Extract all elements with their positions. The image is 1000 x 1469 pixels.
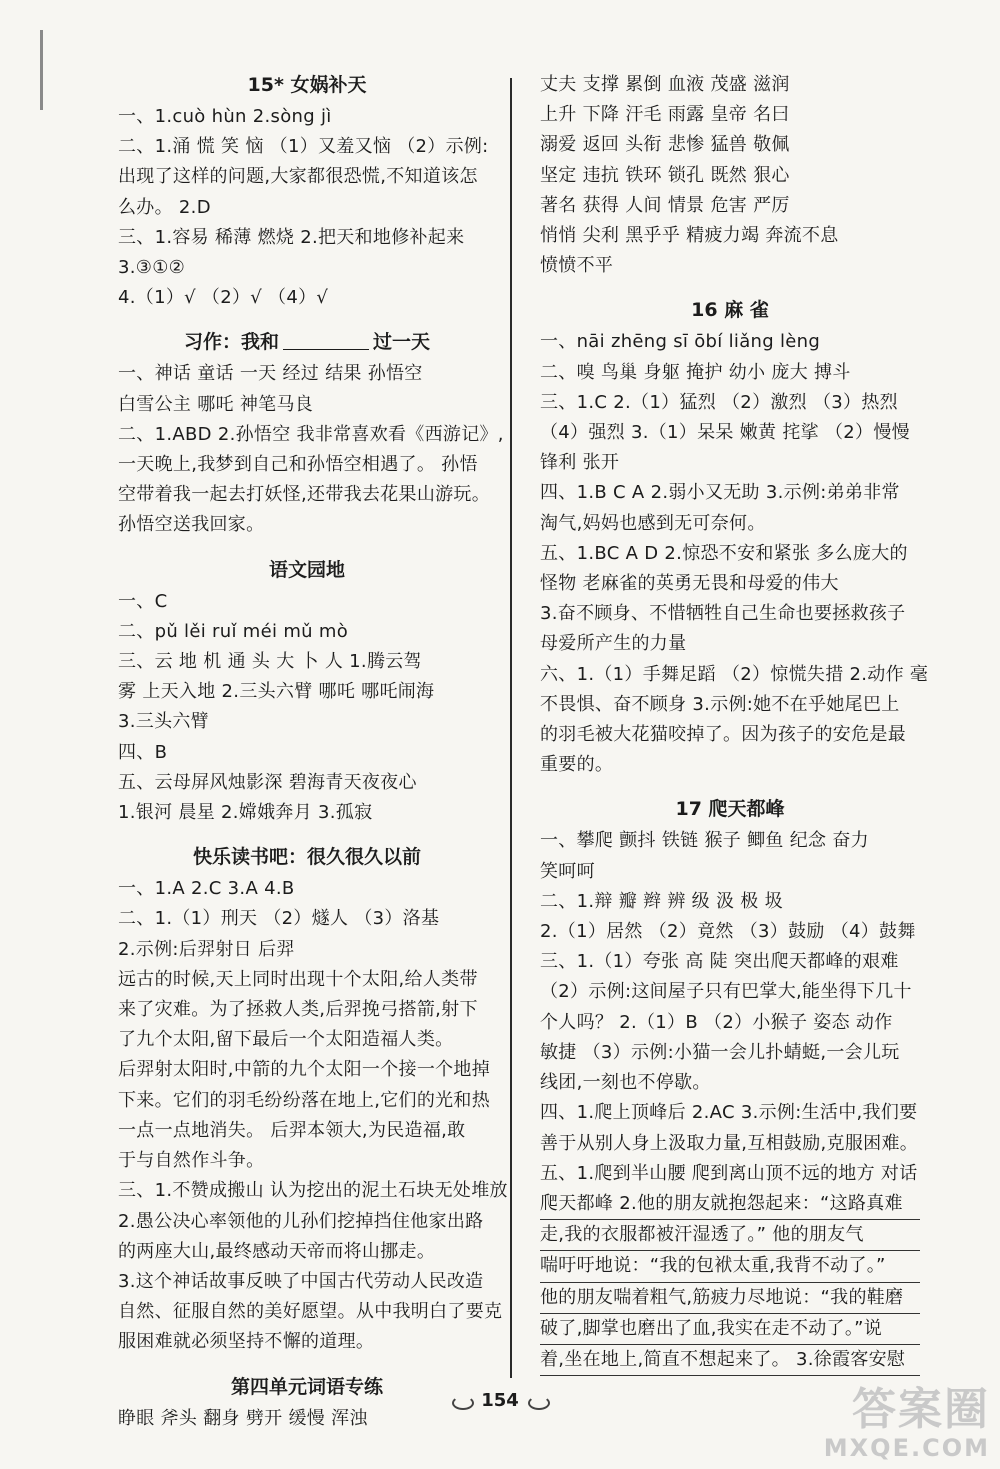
answer-line: 3.③①②	[118, 257, 186, 279]
answer-line: 四、1.B C A 2.弱小又无助 3.示例:弟弟非常	[540, 482, 900, 504]
answer-line: 1.银河 晨星 2.嫦娥奔月 3.孤寂	[118, 802, 373, 824]
answer-line: （4）强烈 3.（1）呆呆 嫩黄 挓挲 （2）慢慢	[540, 422, 910, 444]
answer-line: 个人吗？ 2.（1）B （2）小猴子 姿态 动作	[540, 1011, 893, 1033]
answer-line: 坚定 违抗 铁环 锁孔 既然 狠心	[540, 164, 790, 186]
answer-line: 敏捷 （3）示例:小猫一会儿扑蜻蜓,一会儿玩	[540, 1041, 900, 1063]
section-title: 快乐读书吧：很久很久以前	[192, 846, 421, 869]
answer-line: 怪物 老麻雀的英勇无畏和母爱的伟大	[540, 573, 839, 595]
answer-line: 三、1.不赞成搬山 认为挖出的泥土石块无处堆放	[118, 1180, 508, 1202]
answer-line: 二、1.涌 慌 笑 恼 （1）又羞又恼 （2）示例:	[118, 136, 489, 158]
answer-line: 一、1.A 2.C 3.A 4.B	[118, 878, 295, 900]
fill-in-blank	[283, 333, 369, 350]
answer-line: 善于从别人身上汲取力量,互相鼓励,克服困难。	[540, 1132, 919, 1154]
answer-line: 了九个太阳,留下最后一个太阳造福人类。	[118, 1029, 454, 1051]
answer-line: 着,坐在地上,简直不想起来了。 3.徐霞客安慰	[540, 1345, 920, 1376]
answer-line: 一、攀爬 颤抖 铁链 猴子 鲫鱼 纪念 奋力	[540, 830, 869, 852]
answer-line: 4.（1）√ （2）√ （4）√	[118, 287, 329, 309]
answer-line: 自然、征服自然的美好愿望。从中我明白了要克	[118, 1301, 503, 1323]
answer-line: 来了灾难。为了拯救人类,后羿挽弓搭箭,射下	[118, 999, 478, 1021]
answer-line: 2.（1）居然 （2）竟然 （3）鼓励 （4）鼓舞	[540, 921, 916, 943]
answer-line: 重要的。	[540, 754, 614, 776]
watermark-url: MXQE.COM	[823, 1434, 990, 1462]
answer-line: 走,我的衣服都被汗湿透了。” 他的朋友气	[540, 1220, 920, 1251]
answer-line: 空带着我一起去打妖怪,还带我去花果山游玩。	[118, 484, 491, 506]
column-divider	[510, 78, 512, 1378]
answer-line: 后羿射太阳时,中箭的九个太阳一个接一个地掉	[118, 1059, 491, 1081]
answer-line: 么办。 2.D	[118, 196, 211, 218]
right-column	[540, 70, 929, 1376]
answer-line: 悄悄 尖利 黑乎乎 精疲力竭 奔流不息	[540, 225, 839, 247]
answer-line: 锋利 张开	[540, 452, 620, 474]
answer-line: 二、1.（1）刑天 （2）燧人 （3）洛基	[118, 908, 440, 930]
answer-line: 的两座大山,最终感动天帝而将山挪走。	[118, 1240, 436, 1262]
page-number: 154	[481, 1390, 519, 1411]
section-title: 第四单元词语专练	[230, 1375, 383, 1398]
answer-line: 三、云 地 机 通 头 大 卜 人 1.腾云驾	[118, 651, 422, 673]
answer-line: 淘气,妈妈也感到无可奈何。	[540, 512, 766, 534]
section-title: 17 爬天都峰	[675, 798, 785, 821]
section-title: 16 麻 雀	[691, 299, 769, 322]
answer-line: 他的朋友喘着粗气,筋疲力尽地说：“我的鞋磨	[540, 1283, 920, 1314]
answer-line: 四、1.爬上顶峰后 2.AC 3.示例:生活中,我们要	[540, 1102, 918, 1124]
answer-line: 线团,一刻也不停歇。	[540, 1072, 711, 1094]
answer-line: 孙悟空送我回家。	[118, 514, 265, 536]
answer-line: 爬天都峰 2.他的朋友就抱怨起来：“这路真难	[540, 1189, 920, 1220]
answer-line: 3.奋不顾身、不惜牺牲自己生命也要拯救孩子	[540, 603, 906, 625]
answer-line: 远古的时候,天上同时出现十个太阳,给人类带	[118, 968, 478, 990]
answer-line: 母爱所产生的力量	[540, 633, 687, 655]
section-title	[118, 327, 496, 357]
answer-line: 二、1.ABD 2.孙悟空 我非常喜欢看《西游记》,	[118, 423, 504, 445]
page-number-ornament-right	[528, 1396, 550, 1410]
answer-line: 雾 上天入地 2.三头六臂 哪吒 哪吒闹海	[118, 681, 435, 703]
answer-line: 上升 下降 汗毛 雨露 皇帝 名曰	[540, 104, 790, 126]
answer-line: 愤愤不平	[540, 255, 614, 277]
answer-line: 2.示例:后羿射日 后羿	[118, 938, 295, 960]
answer-line: 破了,脚掌也磨出了血,我实在走不动了。”说	[540, 1314, 920, 1345]
answer-line: 一天晚上,我梦到自己和孙悟空相遇了。 孙悟	[118, 454, 478, 476]
answer-line: 三、1.（1）夸张 高 陡 突出爬天都峰的艰难	[540, 951, 899, 973]
watermark-logo: 答案圈	[852, 1384, 990, 1435]
answer-line: 一、神话 童话 一天 经过 结果 孙悟空	[118, 363, 423, 385]
scan-edge-mark	[40, 30, 43, 110]
answer-line: （2）示例:这间屋子只有巴掌大,能坐得下几十	[540, 981, 912, 1003]
answer-line: 3.三头六臂	[118, 711, 209, 733]
answer-line: 一、C	[118, 590, 168, 612]
answer-line: 二、pǔ lěi ruǐ méi mǔ mò	[118, 620, 349, 642]
answer-line: 白雪公主 哪吒 神笔马良	[118, 393, 314, 415]
answer-line: 五、1.爬到半山腰 爬到离山顶不远的地方 对话	[540, 1162, 918, 1184]
answer-line: 笑呵呵	[540, 860, 595, 882]
section-title: 语文园地	[268, 558, 345, 581]
answer-line: 五、云母屏风烛影深 碧海青天夜夜心	[118, 771, 417, 793]
answer-line: 2.愚公决心率领他的儿孙们挖掉挡住他家出路	[118, 1210, 484, 1232]
answer-line: 丈夫 支撑 累倒 血液 茂盛 滋润	[540, 74, 790, 95]
answer-line: 五、1.BC A D 2.惊恐不安和紧张 多么庞大的	[540, 542, 908, 564]
answer-line: 喘吁吁地说：“我的包袱太重,我背不动了。”	[540, 1251, 920, 1282]
answer-line: 下来。它们的羽毛纷纷落在地上,它们的光和热	[118, 1089, 491, 1111]
answer-line: 二、1.辩 瓣 辫 辨 级 汲 极 圾	[540, 890, 783, 912]
section-title-prefix: 习作：我和	[183, 331, 279, 354]
answer-line: 著名 获得 人间 情景 危害 严厉	[540, 194, 790, 216]
watermark	[745, 1385, 990, 1465]
answer-line: 不畏惧、奋不顾身 3.示例:她不在乎她尾巴上	[540, 693, 900, 715]
section-title-suffix: 过一天	[373, 331, 431, 354]
answer-line: 睁眼 斧头 翻身 劈开 缓慢 浑浊	[118, 1407, 368, 1429]
answer-line: 一、1.cuò hùn 2.sòng jì	[118, 106, 332, 127]
answer-line: 三、1.容易 稀薄 燃烧 2.把天和地修补起来	[118, 226, 465, 248]
answer-line: 3.这个神话故事反映了中国古代劳动人民改造	[118, 1270, 484, 1292]
answer-line: 出现了这样的问题,大家都很恐慌,不知道该怎	[118, 166, 478, 188]
answer-line: 于与自然作斗争。	[118, 1150, 265, 1172]
answer-line: 二、嗅 鸟巢 身躯 掩护 幼小 庞大 搏斗	[540, 361, 851, 383]
answer-line: 服困难就必须坚持不懈的道理。	[118, 1331, 375, 1353]
section-title: 15* 女娲补天	[247, 74, 367, 96]
answer-line: 六、1.（1）手舞足蹈 （2）惊慌失措 2.动作 毫	[540, 663, 929, 685]
answer-line: 四、B	[118, 741, 168, 763]
answer-line: 溺爱 返回 头衔 悲惨 猛兽 敬佩	[540, 134, 790, 156]
answer-line: 一点一点地消失。 后羿本领大,为民造福,敢	[118, 1119, 466, 1141]
answer-line: 一、nāi zhēng sī ōbí liǎng lèng	[540, 331, 821, 353]
answer-line: 的羽毛被大花猫咬掉了。因为孩子的安危是最	[540, 724, 906, 746]
answer-line: 三、1.C 2.（1）猛烈 （2）激烈 （3）热烈	[540, 391, 898, 413]
